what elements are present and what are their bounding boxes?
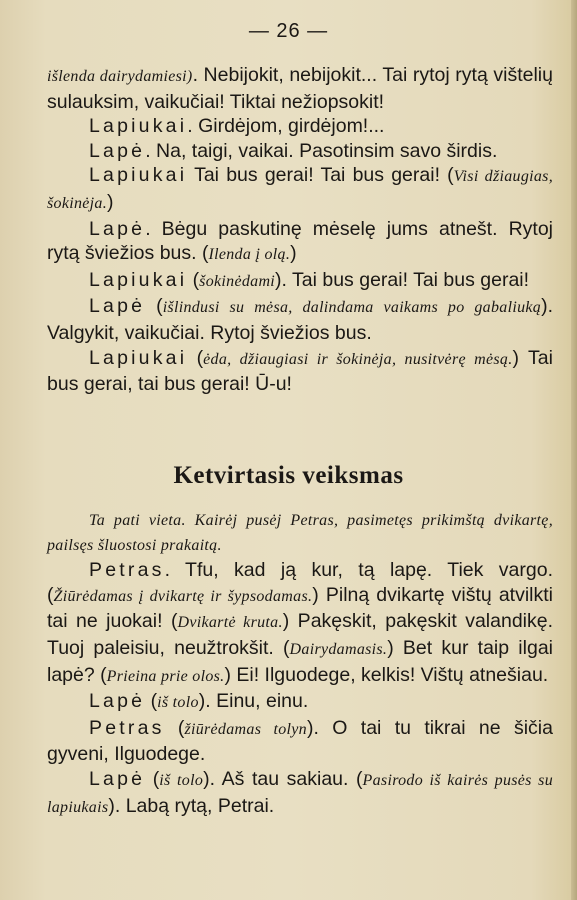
speech-text: ) Pakęskit, pakęskit valandikę. Tuoj paleisiu, neužtrokšit. ( (47, 610, 554, 659)
stage-direction: Dvikartė kruta. (177, 614, 283, 632)
dialogue-block-top (47, 63, 553, 397)
stage-direction: Pasirodo iš kairės pusės su lapiukais (47, 771, 554, 816)
speech-text: Tai bus gerai! Tai bus gerai! ( (187, 164, 454, 187)
speech-text: . Nebijokit, nebijokit... Tai rytoj rytą vištelių sulauksim, vaikučiai! Tiktai nežiopsokit! (47, 64, 553, 113)
speaker-name: Lapė (89, 690, 146, 713)
dialogue-line (47, 63, 553, 114)
speech-text: ) (107, 190, 114, 213)
dialogue-line (47, 716, 553, 767)
stage-direction: Prieina prie olos. (106, 667, 225, 685)
speech-text: ). O tai tu tikrai ne šičia gyveni, Ilguodege. (47, 716, 553, 766)
dialogue-line (47, 139, 553, 164)
dialogue-line (47, 767, 553, 820)
stage-direction: Žiūrėdamas į dvikartę ir šypsodamas. (53, 587, 313, 605)
speech-text: ). Einu, einu. (198, 690, 309, 713)
speech-text: ) (290, 242, 297, 265)
speech-text: . Girdėjom, girdėjom!... (187, 115, 385, 138)
stage-setting: Ta pati vieta. Kairėj pusėj Petras, pasimetęs prikimštą dvikartę, pailsęs šluostosi prakaitą. (47, 512, 553, 554)
dialogue-line (47, 346, 553, 397)
speech-text: ) Tai bus gerai, tai bus gerai! Ū-u! (47, 346, 553, 396)
speaker-name: Petras (89, 559, 165, 582)
speaker-name: Lapiukai (89, 268, 188, 291)
page-number: — 26 — (248, 20, 329, 42)
act-title: Ketvirtasis veiksmas (173, 462, 404, 489)
stage-direction: Dairydamasis. (289, 640, 388, 658)
dialogue-line (47, 689, 553, 716)
stage-direction: ėda, džiaugiasi ir šokinėja, nusitvėrę mėsą. (203, 350, 513, 368)
speaker-name: Lapiukai (89, 346, 188, 369)
speech-text: ( (187, 346, 204, 369)
speech-text: ( (145, 767, 160, 790)
stage-direction: išlindusi su mėsa, dalindama vaikams po gabaliuką (162, 299, 542, 317)
speech-text: . Tfu, kad ją kur, tą lapę. Tiek vargo. ( (47, 559, 553, 606)
speech-text: . Bėgu paskutinę mėselę jums atnešt. Rytoj rytą šviežios bus. ( (47, 217, 553, 265)
stage-direction: iš tolo (157, 694, 199, 712)
speech-text: ). Tai bus gerai! Tai bus gerai! (275, 268, 530, 291)
speech-text: ( (187, 268, 200, 291)
speech-text: ( (145, 690, 158, 713)
stage-direction: žiūrėdamas tolyn (184, 720, 307, 738)
dialogue-line (47, 558, 553, 689)
dialogue-line (47, 268, 553, 295)
stage-direction: Ilenda į olą. (208, 246, 291, 264)
dialogue-line (47, 217, 553, 268)
page-edge-shadow (571, 0, 577, 900)
stage-direction: šokinėdami (199, 272, 276, 290)
stage-direction: iš tolo (159, 771, 204, 789)
speech-text: ( (164, 716, 185, 739)
speaker-name: Lapė (89, 295, 146, 318)
dialogue-line (47, 294, 553, 345)
dialogue-line (47, 163, 553, 216)
speech-text: ). Valgykit, vaikučiai. Rytoj šviežios bus. (47, 295, 553, 344)
speech-text: . Na, taigi, vaikai. Pasotinsim savo širdis. (145, 139, 498, 162)
speech-text: ) Pilną dvikartę vištų atvilkti tai ne juokai! ( (47, 583, 553, 633)
speech-text: ). Aš tau sakiau. ( (203, 767, 363, 790)
stage-direction: Visi džiaugias, šokinėja. (47, 168, 553, 212)
speech-text: ( (145, 295, 163, 318)
speaker-name: Lapiukai (89, 115, 188, 138)
speaker-name: Lapė (89, 767, 146, 790)
speaker-name: Petras (89, 716, 165, 739)
speaker-name: Lapė (89, 217, 146, 240)
speech-text: ) Ei! Ilguodege, kelkis! Vištų atnešiau. (224, 663, 549, 686)
stage-direction: išlenda dairydamiesi) (47, 68, 193, 85)
dialogue-line (47, 114, 553, 139)
speech-text: ) Bet kur taip ilgai lapė? ( (47, 636, 553, 686)
dialogue-block-bottom (47, 509, 553, 820)
speech-text: ). Labą rytą, Petrai. (108, 794, 275, 817)
speaker-name: Lapiukai (89, 164, 188, 187)
speaker-name: Lapė (89, 139, 146, 162)
